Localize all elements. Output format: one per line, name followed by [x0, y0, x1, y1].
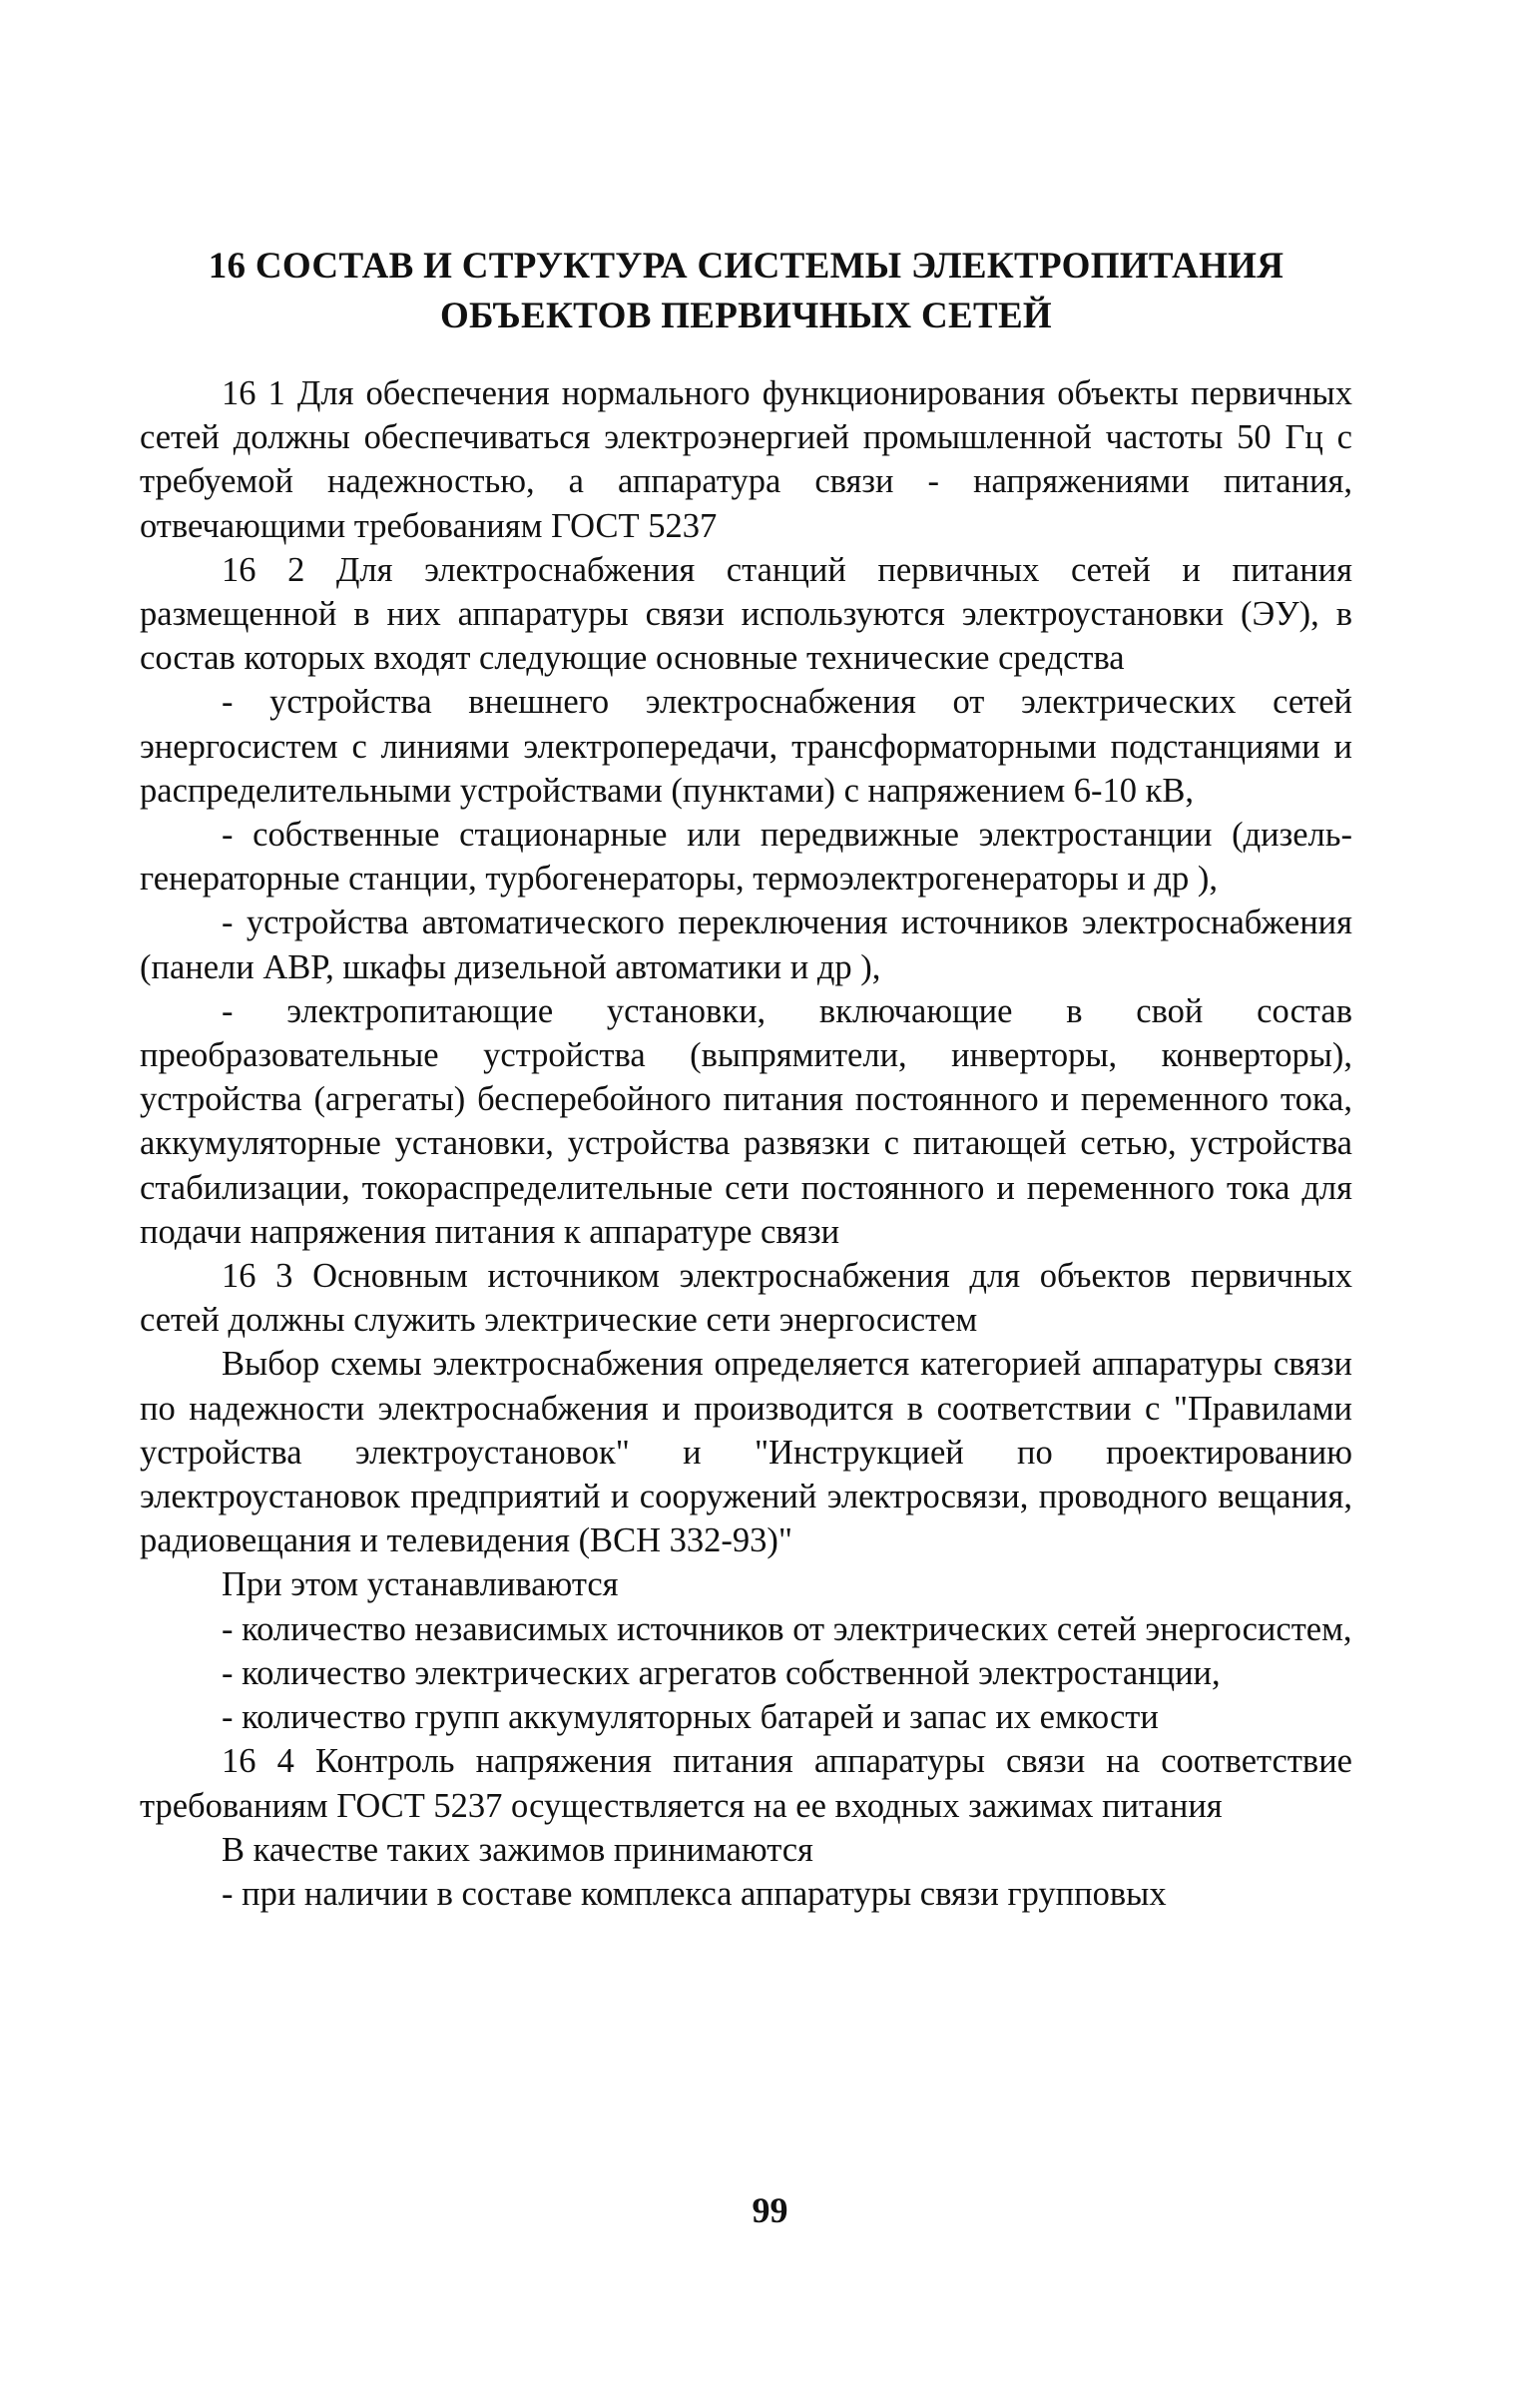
- list-item-power-installations: - электропитающие установки, включающие в свой состав преобразовательные устройства (выпрямители, инверторы, конверторы), устройства (агрегаты) бесперебойного питания постоянного и переменного тока, аккумуляторные установки, устройства развязки с питающей сетью, устройства стабилизации, токораспределительные сети постоянного и переменного тока для подачи напряжения питания к аппаратуре связи: [140, 991, 1352, 1251]
- paragraph-16-2: 16 2 Для электроснабжения станций первичных сетей и питания размещенной в них аппаратуры связи используются электроустановки (ЭУ), в состав которых входят следующие основные технические средства: [140, 550, 1352, 678]
- list-item-external-supply: - устройства внешнего электроснабжения от электрических сетей энергосистем с линиями электропередачи, трансформаторными подстанциями и распределительными устройствами (пунктами) с напряжением 6-10 кВ,: [140, 683, 1352, 810]
- section-heading-line-1: 16 СОСТАВ И СТРУКТУРА СИСТЕМЫ ЭЛЕКТРОПИТАНИЯ: [208, 246, 1284, 287]
- list-item-independent-sources: - количество независимых источников от электрических сетей энергосистем,: [222, 1609, 1352, 1648]
- paragraph-terminals: В качестве таких зажимов принимаются: [222, 1830, 813, 1869]
- paragraph-scheme-choice: Выбор схемы электроснабжения определяется категорией аппаратуры связи по надежности электроснабжения и производится в соответствии с "Правилами устройства электроустановок" и "Инструкцией по проектированию электроустановок предприятий и сооружений электросвязи, проводного вещания, радиовещания и телевидения (ВСН 332-93)": [140, 1345, 1352, 1560]
- paragraph-16-1: 16 1 Для обеспечения нормального функционирования объекты первичных сетей должны обеспечиваться электроэнергией промышленной частоты 50 Гц с требуемой надежностью, а аппаратура связи - напряжениями питания, отвечающими требованиям ГОСТ 5237: [140, 374, 1352, 545]
- paragraph-established: При этом устанавливаются: [222, 1565, 619, 1604]
- body-text: [140, 371, 1352, 1916]
- page-number: 99: [752, 2190, 788, 2230]
- list-item-automatic-switching: - устройства автоматического переключения источников электроснабжения (панели АВР, шкафы дизельной автоматики и др ),: [140, 903, 1352, 986]
- paragraph-16-3: 16 3 Основным источником электроснабжения для объектов первичных сетей должны служить электрические сети энергосистем: [140, 1257, 1352, 1340]
- list-item-electric-units: - количество электрических агрегатов собственной электростанции,: [222, 1653, 1221, 1692]
- list-item-own-power-stations: - собственные стационарные или передвижные электростанции (дизель-генераторные станции, турбогенераторы, термоэлектрогенераторы и др ),: [140, 816, 1352, 899]
- section-heading-line-2: ОБЪЕКТОВ ПЕРВИЧНЫХ СЕТЕЙ: [439, 296, 1053, 336]
- list-item-group-equipment: - при наличии в составе комплекса аппаратуры связи групповых: [222, 1874, 1167, 1913]
- paragraph-16-4: 16 4 Контроль напряжения питания аппаратуры связи на соответствие требованиям ГОСТ 5237 осуществляется на ее входных зажимах питания: [140, 1742, 1352, 1825]
- list-item-battery-groups: - количество групп аккумуляторных батарей и запас их емкости: [222, 1698, 1159, 1737]
- section-heading: [140, 242, 1352, 341]
